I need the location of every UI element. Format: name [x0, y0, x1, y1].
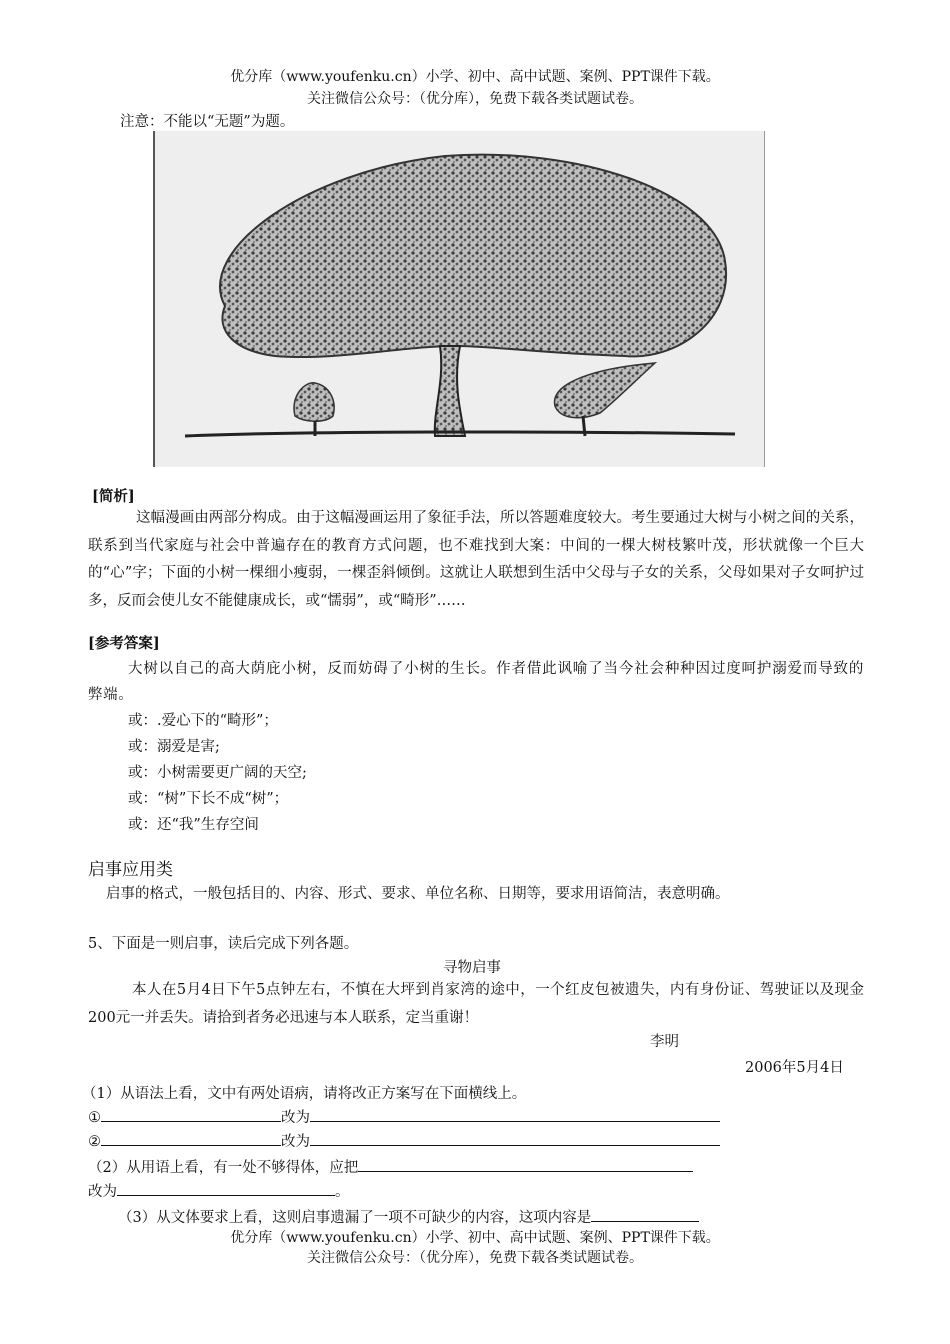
blank-2-phrase[interactable] [358, 1157, 693, 1172]
sub2-change-label: 改为 [88, 1184, 117, 1200]
answer-alt-4: 或：“树”下长不成“树”； [128, 791, 289, 807]
sub-question-2 [88, 1156, 693, 1177]
sub-question-2-text: （2）从用语上看，有一处不够得体，应把 [88, 1160, 359, 1176]
blank-3[interactable] [591, 1207, 699, 1222]
blank-1b[interactable] [310, 1107, 720, 1122]
analysis-paragraph: 这幅漫画由两部分构成。由于这幅漫画运用了象征手法，所以答题难度较大。考生要通过大树与小树之间的关系，联系到当代家庭与社会中普遍存在的教育方式问题，也不难找到大案：中间的一棵大树枝繁叶茂，形状就像一个巨大的“心”字；下面的小树一棵细小瘦弱，一棵歪斜倾倒。这就让人联想到生活中父母与子女的关系，父母如果对子女呵护过多，反而会使儿女不能健康成长，或“懦弱”，或“畸形”…… [88, 510, 864, 609]
sub-question-1: （1）从语法上看，文中有两处语病，请将改正方案写在下面横线上。 [82, 1086, 527, 1102]
page-footer-line1: 优分库（www.youfenku.cn）小学、初中、高中试题、案例、PPT课件下载。 [230, 1230, 720, 1246]
big-tree-trunk [435, 346, 465, 436]
answer-line-1 [88, 1106, 720, 1127]
answer-alt-3: 或：小树需要更广阔的天空; [128, 765, 307, 781]
blank-2a[interactable] [101, 1131, 281, 1146]
notice-body: 本人在5月4日下午5点钟左右，不慎在大坪到肖家湾的途中，一个红皮包被遗失，内有身份证、驾驶证以及现金200元一并丢失。请拾到者务必迅速与本人联系，定当重谢！ [88, 982, 864, 1026]
answer-alt-2: 或：溺爱是害; [128, 739, 220, 755]
answer-alt-5: 或：还“我”生存空间 [128, 817, 259, 833]
blank-2b[interactable] [310, 1131, 720, 1146]
page-footer-line2: 关注微信公众号：（优分库），免费下载各类试题试卷。 [307, 1250, 643, 1266]
blank-1a[interactable] [101, 1107, 281, 1122]
answer-heading: [参考答案] [88, 635, 160, 652]
notice-date: 2006年5月4日 [745, 1060, 844, 1076]
sub-question-2-change [88, 1180, 350, 1201]
sub-question-3-text: （3）从文体要求上看，这则启事遗漏了一项不可缺少的内容，这项内容是 [118, 1210, 592, 1226]
analysis-heading: [简析] [92, 488, 135, 505]
page-header-line2: 关注微信公众号：（优分库），免费下载各类试题试卷。 [307, 91, 643, 107]
notice-title: 寻物启事 [443, 960, 501, 976]
mark-2: ② [88, 1134, 101, 1150]
section-intro: 启事的格式，一般包括目的、内容、形式、要求、单位名称、日期等，要求用语简洁，表意明确。 [106, 886, 730, 902]
mark-1: ① [88, 1110, 101, 1126]
question5-stem: 5、下面是一则启事，读后完成下列各题。 [88, 936, 359, 952]
cartoon-big-tree-image [153, 131, 765, 467]
answer-alt-1: 或：.爱心下的“畸形”； [128, 713, 278, 729]
sub2-end-mark: 。 [335, 1184, 350, 1200]
sub-question-3 [118, 1206, 699, 1227]
page-header-line1: 优分库（www.youfenku.cn）小学、初中、高中试题、案例、PPT课件下载。 [230, 69, 720, 85]
small-tree-right-crown [555, 363, 655, 418]
blank-2-change[interactable] [117, 1181, 335, 1196]
answer-line-2 [88, 1130, 720, 1151]
big-tree-canopy [220, 155, 726, 357]
change-to-label-2: 改为 [281, 1134, 310, 1150]
tree-drawing [155, 131, 764, 467]
change-to-label-1: 改为 [281, 1110, 310, 1126]
notice-signer: 李明 [650, 1034, 679, 1050]
section-title: 启事应用类 [88, 860, 173, 880]
small-tree-left-crown [294, 383, 334, 421]
answer-paragraph: 大树以自己的高大荫庇小树，反而妨碍了小树的生长。作者借此讽喻了当今社会种种因过度呵护溺爱而导致的弊端。 [88, 661, 864, 703]
note-text: 注意：不能以“无题”为题。 [120, 114, 295, 130]
